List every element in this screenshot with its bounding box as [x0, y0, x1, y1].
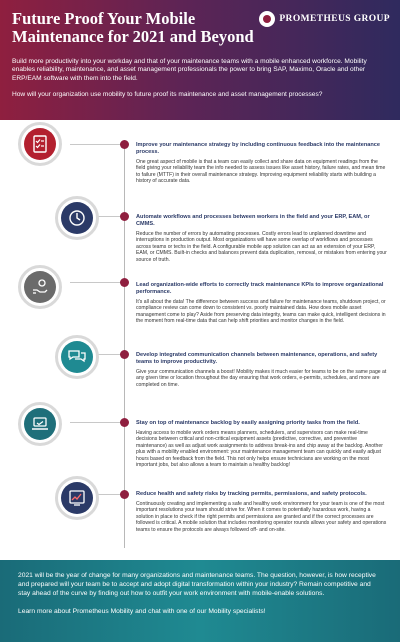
company-logo	[259, 11, 390, 27]
item-body: Continuously creating and implementing a safe and healthy work environment for your team is one of the most important resolutions your team should strive for. When it comes to potentially hazardous work, having a solution in place to check if the right permits and permissions are granted and if the correct processes are followed is critical. A mobile solution that includes monitoring operator rounds allows your safety and operations teams to ensure the protocols are always followed off- and on-site.	[136, 501, 387, 533]
timeline-line	[124, 142, 125, 548]
timeline-item-6-badge	[55, 476, 99, 520]
timeline-item-5	[136, 420, 388, 468]
timeline-connector	[70, 422, 124, 423]
chat-bubbles-icon	[67, 347, 87, 367]
item-body: Having access to mobile work orders means planners, schedulers, and supervisors can make real-time decisions between critical and non-critical equipment assets (predictive, corrective, and preventive maintenance) as well as adjust work assignments to address break-ins and chip away at the backlog. Another plus with a mobility enabled environment: your maintenance management team can quickly and easily adjust hours based on feedback from the field. This not only helps ensure technicians are working on the most important jobs, but also allows a team to maintain a healthy backlog!	[136, 430, 383, 469]
timeline-connector	[70, 144, 124, 145]
timeline-dot	[120, 212, 129, 221]
timeline-dot	[120, 140, 129, 149]
item-heading: Reduce health and safety risks by tracking permits, permissions, and safety protocols.	[136, 491, 367, 497]
laptop-icon	[30, 414, 50, 434]
timeline-dot	[120, 490, 129, 499]
timeline-dot	[120, 418, 129, 427]
safety-chart-icon	[67, 488, 87, 508]
timeline-dot	[120, 278, 129, 287]
timeline-item-2-badge	[55, 196, 99, 240]
item-body: Reduce the number of errors by automating processes. Costly errors lead to unplanned downtime and interruptions in production output. Most organizations will have some overlap of workflows and processes across teams or techs in the field. A configurable mobile app solution can act as an extension of your ERP, EAM, or CMMS. Built-in checks and balances prevent data duplication, removal, or mistakes from entering your source of truth.	[136, 231, 387, 263]
question-text: How will your organization use mobility to future proof its maintenance and asset management processes?	[12, 91, 323, 99]
timeline-dot	[120, 350, 129, 359]
item-heading: Lead organization-wide efforts to correctly track maintenance KPIs to improve organizational performance.	[136, 282, 384, 295]
item-heading: Improve your maintenance strategy by including continuous feedback into the maintenance process.	[136, 142, 380, 155]
hand-coins-icon	[30, 277, 50, 297]
timeline-item-5-badge	[18, 402, 62, 446]
timeline-item-4-badge	[55, 335, 99, 379]
header-banner	[0, 0, 400, 120]
footer-banner	[0, 560, 400, 642]
item-heading: Automate workflows and processes between workers in the field and your ERP, EAM, or CMMS.	[136, 214, 370, 227]
item-body: It's all about the data! The difference between success and failure for maintenance teams, shutdown project, or compliance review can come down to consistent vs. poorly maintained data. How does mobile asset management come to play? Aside from preserving data integrity, teams can make quick, intelligent decisions in the moment from real-time data that can help shift priorities and monitor changes in the field.	[136, 299, 386, 325]
logo-mark-icon	[259, 11, 275, 27]
timeline-item-2	[136, 214, 388, 263]
timeline-item-3	[136, 282, 388, 325]
timeline-connector	[70, 282, 124, 283]
footer-cta: Learn more about Prometheus Mobility and chat with one of our Mobility specialists!	[18, 608, 266, 616]
item-body: Give your communication channels a boost! Mobility makes it much easier for teams to be on the same page at any given time or location throughout the day ensuring that work orders, e-permits, schedules, and more are completed on time.	[136, 369, 387, 388]
item-body: One great aspect of mobile is that a team can easily collect and share data on equipment readings from the field giving your reliability team the info needed to assess issues like asset history, failure rates, and mean time to failure (MTTF) in their overall maintenance strategy. Improving equipment reliability starts with building a history of accurate data.	[136, 159, 386, 185]
timeline-item-3-badge	[18, 265, 62, 309]
intro-text: Build more productivity into your workday and that of your maintenance teams with a mobile enhanced workforce. Mobility enables reliability, maintenance, and asset management professionals the power to bring SAP, Maximo, Oracle and other ERP/EAM software with them into the field.	[12, 58, 367, 82]
checklist-icon	[30, 134, 50, 154]
item-heading: Develop integrated communication channels between maintenance, operations, and safety teams to improve productivity.	[136, 352, 378, 365]
item-heading: Stay on top of maintenance backlog by easily assigning priority tasks from the field.	[136, 420, 360, 426]
timeline-item-6	[136, 491, 388, 533]
page-title: Future Proof Your Mobile Maintenance for 2021 and Beyond	[12, 9, 254, 46]
timeline-item-1-badge	[18, 122, 62, 166]
timeline	[0, 130, 400, 555]
footer-text: 2021 will be the year of change for many organizations and maintenance teams. The question, however, is how receptive and prepared will your team be to accept and adopt digital transformation within your industry? Remain competitive and stay ahead of the curve by finding out how to outfit your work environment with mobile-enable solutions.	[18, 572, 376, 597]
timeline-item-4	[136, 352, 388, 388]
timeline-item-1	[136, 142, 388, 185]
clock-icon	[67, 208, 87, 228]
logo-text: PROMETHEUS GROUP	[279, 14, 390, 24]
